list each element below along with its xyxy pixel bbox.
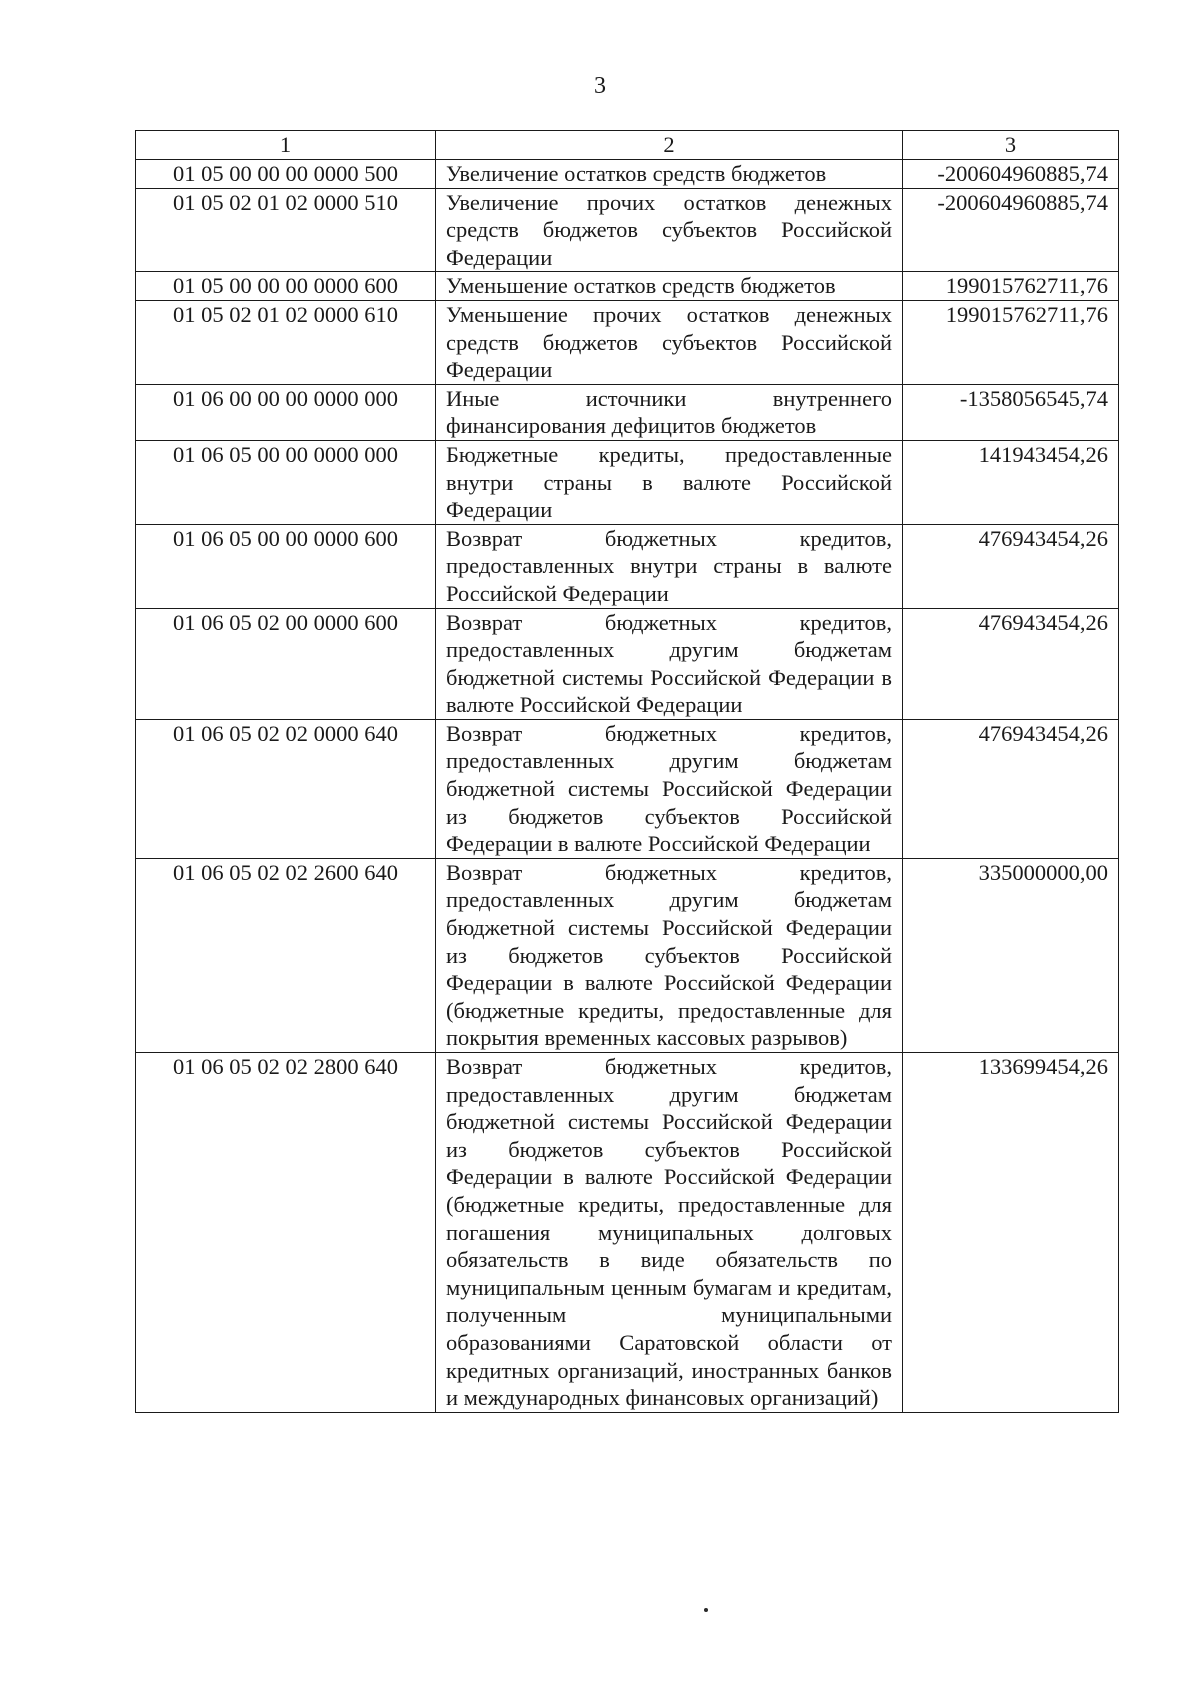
scan-speck xyxy=(704,1608,708,1612)
source-name: Увеличение прочих остатков денежных средств бюджетов субъектов Российской Федерации xyxy=(436,188,903,272)
budget-classification-code: 01 06 05 00 00 0000 600 xyxy=(136,524,436,608)
budget-classification-code: 01 06 05 00 00 0000 000 xyxy=(136,440,436,524)
table-row xyxy=(136,272,1119,301)
amount-value: -200604960885,74 xyxy=(903,188,1119,272)
amount-value: 133699454,26 xyxy=(903,1053,1119,1413)
column-header-name: 2 xyxy=(436,131,903,160)
amount-value: 476943454,26 xyxy=(903,524,1119,608)
budget-classification-code: 01 05 02 01 02 0000 610 xyxy=(136,300,436,384)
source-name: Увеличение остатков средств бюджетов xyxy=(436,160,903,189)
budget-classification-code: 01 06 05 02 02 2600 640 xyxy=(136,858,436,1052)
budget-classification-code: 01 05 00 00 00 0000 600 xyxy=(136,272,436,301)
source-name: Возврат бюджетных кредитов, предоставленных другим бюджетам бюджетной системы Российской Федерации в валюте Российской Федерации xyxy=(436,608,903,719)
table-row xyxy=(136,300,1119,384)
table-row xyxy=(136,1053,1119,1413)
source-name: Иные источники внутреннего финансирования дефицитов бюджетов xyxy=(436,384,903,440)
table-row xyxy=(136,608,1119,719)
page-number: 3 xyxy=(594,73,606,99)
amount-value: 476943454,26 xyxy=(903,608,1119,719)
amount-value: 199015762711,76 xyxy=(903,272,1119,301)
source-name: Бюджетные кредиты, предоставленные внутри страны в валюте Российской Федерации xyxy=(436,440,903,524)
table-row xyxy=(136,160,1119,189)
amount-value: 476943454,26 xyxy=(903,719,1119,858)
source-name: Возврат бюджетных кредитов, предоставленных другим бюджетам бюджетной системы Российской Федерации из бюджетов субъектов Российской Федерации в валюте Российской Федерации xyxy=(436,719,903,858)
column-header-code: 1 xyxy=(136,131,436,160)
source-name: Возврат бюджетных кредитов, предоставленных другим бюджетам бюджетной системы Российской Федерации из бюджетов субъектов Российской Федерации в валюте Российской Федерации (бюджетные кредиты, предоставленные для погашения муниципальных долговых обязательств в виде обязательств по муниципальным ценным бумагам и кредитам, полученным муниципальными образованиями Саратовской области от кредитных организаций, иностранных банков и международных финансовых организаций) xyxy=(436,1053,903,1413)
table-row xyxy=(136,188,1119,272)
table-row xyxy=(136,384,1119,440)
budget-sources-table xyxy=(135,130,1119,1413)
amount-value: -200604960885,74 xyxy=(903,160,1119,189)
amount-value: 199015762711,76 xyxy=(903,300,1119,384)
table-row xyxy=(136,440,1119,524)
source-name: Уменьшение остатков средств бюджетов xyxy=(436,272,903,301)
budget-classification-code: 01 06 00 00 00 0000 000 xyxy=(136,384,436,440)
budget-classification-code: 01 05 00 00 00 0000 500 xyxy=(136,160,436,189)
source-name: Уменьшение прочих остатков денежных средств бюджетов субъектов Российской Федерации xyxy=(436,300,903,384)
amount-value: -1358056545,74 xyxy=(903,384,1119,440)
amount-value: 141943454,26 xyxy=(903,440,1119,524)
amount-value: 335000000,00 xyxy=(903,858,1119,1052)
budget-classification-code: 01 06 05 02 02 0000 640 xyxy=(136,719,436,858)
column-header-amount: 3 xyxy=(903,131,1119,160)
table-row xyxy=(136,524,1119,608)
table-header-row xyxy=(136,131,1119,160)
budget-classification-code: 01 06 05 02 00 0000 600 xyxy=(136,608,436,719)
source-name: Возврат бюджетных кредитов, предоставленных внутри страны в валюте Российской Федерации xyxy=(436,524,903,608)
budget-classification-code: 01 06 05 02 02 2800 640 xyxy=(136,1053,436,1413)
table-row xyxy=(136,858,1119,1052)
budget-classification-code: 01 05 02 01 02 0000 510 xyxy=(136,188,436,272)
source-name: Возврат бюджетных кредитов, предоставленных другим бюджетам бюджетной системы Российской Федерации из бюджетов субъектов Российской Федерации в валюте Российской Федерации (бюджетные кредиты, предоставленные для покрытия временных кассовых разрывов) xyxy=(436,858,903,1052)
table-row xyxy=(136,719,1119,858)
